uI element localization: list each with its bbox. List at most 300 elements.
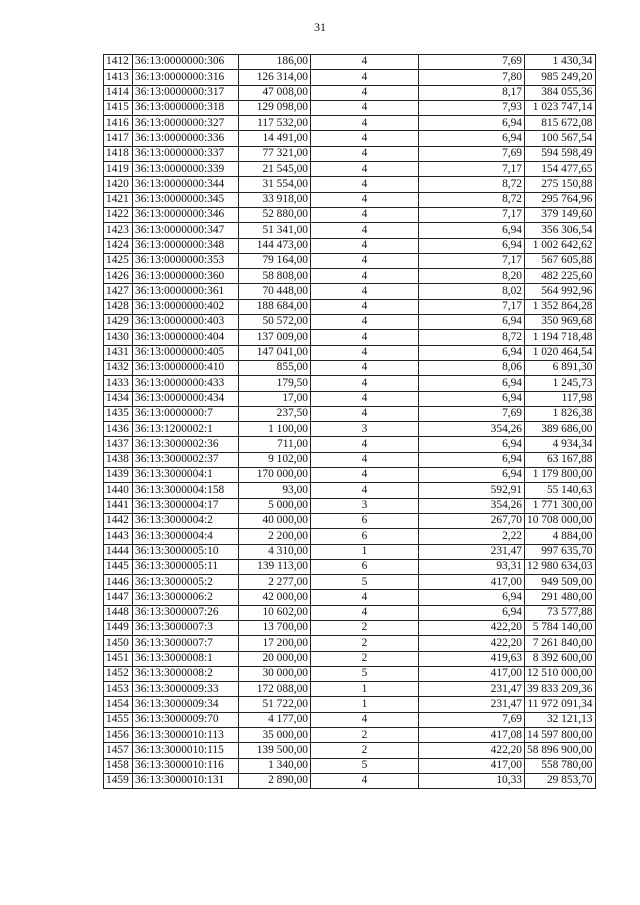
table-row	[104, 223, 596, 238]
area-value: 1 100,00	[239, 422, 311, 437]
row-number: 1442	[104, 513, 133, 528]
row-number: 1444	[104, 544, 133, 559]
category-code: 4	[311, 192, 419, 207]
row-number: 1445	[104, 559, 133, 574]
cadastral-number: 36:13:3000009:33	[133, 682, 239, 697]
area-value: 33 918,00	[239, 192, 311, 207]
cadastral-value: 949 509,00	[525, 575, 596, 590]
area-value: 711,00	[239, 437, 311, 452]
area-value: 117 532,00	[239, 116, 311, 131]
row-number: 1443	[104, 529, 133, 544]
row-number: 1426	[104, 269, 133, 284]
category-code: 4	[311, 116, 419, 131]
table-row	[104, 758, 596, 773]
area-value: 137 009,00	[239, 330, 311, 345]
table-row	[104, 192, 596, 207]
cadastral-value: 389 686,00	[525, 422, 596, 437]
category-code: 4	[311, 360, 419, 375]
rate-value: 231,47	[419, 697, 525, 712]
cadastral-value: 117,98	[525, 391, 596, 406]
category-code: 4	[311, 131, 419, 146]
cadastral-number: 36:13:0000000:361	[133, 284, 239, 299]
cadastral-number: 36:13:0000000:318	[133, 100, 239, 115]
area-value: 35 000,00	[239, 728, 311, 743]
row-number: 1436	[104, 422, 133, 437]
cadastral-number: 36:13:0000000:317	[133, 85, 239, 100]
category-code: 4	[311, 238, 419, 253]
area-value: 188 684,00	[239, 299, 311, 314]
cadastral-value: 815 672,08	[525, 116, 596, 131]
cadastral-value: 39 833 209,36	[525, 682, 596, 697]
area-value: 4 310,00	[239, 544, 311, 559]
row-number: 1420	[104, 177, 133, 192]
row-number: 1447	[104, 590, 133, 605]
row-number: 1421	[104, 192, 133, 207]
category-code: 4	[311, 299, 419, 314]
category-code: 4	[311, 55, 419, 70]
table-row	[104, 55, 596, 70]
rate-value: 6,94	[419, 437, 525, 452]
category-code: 2	[311, 728, 419, 743]
area-value: 42 000,00	[239, 590, 311, 605]
category-code: 6	[311, 559, 419, 574]
cadastral-number: 36:13:3000004:158	[133, 483, 239, 498]
page-number: 31	[314, 20, 326, 34]
row-number: 1438	[104, 452, 133, 467]
cadastral-number: 36:13:3000004:1	[133, 468, 239, 483]
row-number: 1446	[104, 575, 133, 590]
table-row	[104, 697, 596, 712]
cadastral-number: 36:13:0000000:404	[133, 330, 239, 345]
cadastral-value: 5 784 140,00	[525, 620, 596, 635]
table-row	[104, 575, 596, 590]
row-number: 1459	[104, 773, 133, 788]
table-row	[104, 712, 596, 727]
table-row	[104, 85, 596, 100]
rate-value: 6,94	[419, 345, 525, 360]
rate-value: 7,69	[419, 55, 525, 70]
rate-value: 8,06	[419, 360, 525, 375]
table-row	[104, 743, 596, 758]
category-code: 6	[311, 513, 419, 528]
area-value: 2 200,00	[239, 529, 311, 544]
rate-value: 8,17	[419, 85, 525, 100]
cadastral-number: 36:13:3000004:4	[133, 529, 239, 544]
rate-value: 417,00	[419, 666, 525, 681]
rate-value: 592,91	[419, 483, 525, 498]
rate-value: 7,69	[419, 712, 525, 727]
area-value: 70 448,00	[239, 284, 311, 299]
table-row	[104, 177, 596, 192]
row-number: 1424	[104, 238, 133, 253]
cadastral-number: 36:13:0000000:433	[133, 376, 239, 391]
category-code: 6	[311, 529, 419, 544]
cadastral-value: 1 023 747,14	[525, 100, 596, 115]
row-number: 1450	[104, 636, 133, 651]
rate-value: 93,31	[419, 559, 525, 574]
category-code: 4	[311, 223, 419, 238]
cadastral-value: 12 980 634,03	[525, 559, 596, 574]
area-value: 144 473,00	[239, 238, 311, 253]
table-row	[104, 100, 596, 115]
area-value: 17 200,00	[239, 636, 311, 651]
area-value: 172 088,00	[239, 682, 311, 697]
cadastral-number: 36:13:3000002:37	[133, 452, 239, 467]
cadastral-value: 985 249,20	[525, 70, 596, 85]
cadastral-value: 14 597 800,00	[525, 728, 596, 743]
category-code: 4	[311, 70, 419, 85]
category-code: 4	[311, 284, 419, 299]
cadastral-number: 36:13:3000009:70	[133, 712, 239, 727]
cadastral-value: 58 896 900,00	[525, 743, 596, 758]
category-code: 4	[311, 376, 419, 391]
category-code: 5	[311, 666, 419, 681]
category-code: 4	[311, 85, 419, 100]
cadastral-value: 1 020 464,54	[525, 345, 596, 360]
rate-value: 231,47	[419, 544, 525, 559]
table-row	[104, 620, 596, 635]
category-code: 4	[311, 605, 419, 620]
area-value: 5 000,00	[239, 498, 311, 513]
row-number: 1432	[104, 360, 133, 375]
rate-value: 8,72	[419, 192, 525, 207]
table-row	[104, 728, 596, 743]
table-row	[104, 391, 596, 406]
rate-value: 7,17	[419, 253, 525, 268]
table-row	[104, 498, 596, 513]
rate-value: 6,94	[419, 452, 525, 467]
area-value: 139 113,00	[239, 559, 311, 574]
table-row	[104, 131, 596, 146]
table-row	[104, 238, 596, 253]
category-code: 4	[311, 315, 419, 330]
row-number: 1457	[104, 743, 133, 758]
cadastral-value: 7 261 840,00	[525, 636, 596, 651]
rate-value: 422,20	[419, 636, 525, 651]
cadastral-number: 36:13:0000000:346	[133, 207, 239, 222]
area-value: 13 700,00	[239, 620, 311, 635]
table-row	[104, 146, 596, 161]
row-number: 1452	[104, 666, 133, 681]
row-number: 1429	[104, 315, 133, 330]
rate-value: 6,94	[419, 590, 525, 605]
category-code: 4	[311, 146, 419, 161]
area-value: 79 164,00	[239, 253, 311, 268]
row-number: 1441	[104, 498, 133, 513]
cadastral-number: 36:13:3000010:116	[133, 758, 239, 773]
row-number: 1422	[104, 207, 133, 222]
category-code: 4	[311, 207, 419, 222]
cadastral-number: 36:13:3000010:115	[133, 743, 239, 758]
area-value: 170 000,00	[239, 468, 311, 483]
cadastral-value: 1 771 300,00	[525, 498, 596, 513]
cadastral-number: 36:13:0000000:403	[133, 315, 239, 330]
table-row	[104, 70, 596, 85]
area-value: 52 880,00	[239, 207, 311, 222]
rate-value: 7,80	[419, 70, 525, 85]
cadastral-value: 350 969,68	[525, 315, 596, 330]
rate-value: 6,94	[419, 315, 525, 330]
cadastral-number: 36:13:3000007:26	[133, 605, 239, 620]
cadastral-value: 1 245,73	[525, 376, 596, 391]
cadastral-value: 295 764,96	[525, 192, 596, 207]
cadastral-number: 36:13:3000002:36	[133, 437, 239, 452]
cadastral-number: 36:13:3000009:34	[133, 697, 239, 712]
row-number: 1425	[104, 253, 133, 268]
cadastral-number: 36:13:0000000:327	[133, 116, 239, 131]
cadastral-number: 36:13:3000005:11	[133, 559, 239, 574]
row-number: 1427	[104, 284, 133, 299]
cadastral-value: 100 567,54	[525, 131, 596, 146]
rate-value: 417,00	[419, 758, 525, 773]
row-number: 1435	[104, 406, 133, 421]
row-number: 1415	[104, 100, 133, 115]
row-number: 1440	[104, 483, 133, 498]
table-row	[104, 406, 596, 421]
area-value: 126 314,00	[239, 70, 311, 85]
rate-value: 6,94	[419, 116, 525, 131]
category-code: 1	[311, 697, 419, 712]
cadastral-number: 36:13:0000000:339	[133, 162, 239, 177]
table-row	[104, 253, 596, 268]
area-value: 10 602,00	[239, 605, 311, 620]
cadastral-value: 11 972 091,34	[525, 697, 596, 712]
cadastral-number: 36:13:3000008:1	[133, 651, 239, 666]
table-row	[104, 207, 596, 222]
table-row	[104, 284, 596, 299]
cadastral-number: 36:13:1200002:1	[133, 422, 239, 437]
cadastral-value: 1 352 864,28	[525, 299, 596, 314]
rate-value: 6,94	[419, 468, 525, 483]
table-row	[104, 651, 596, 666]
cadastral-value: 379 149,60	[525, 207, 596, 222]
row-number: 1434	[104, 391, 133, 406]
table-row	[104, 376, 596, 391]
category-code: 4	[311, 177, 419, 192]
cadastral-value: 154 477,65	[525, 162, 596, 177]
area-value: 186,00	[239, 55, 311, 70]
category-code: 3	[311, 422, 419, 437]
table-row	[104, 345, 596, 360]
cadastral-number: 36:13:0000000:336	[133, 131, 239, 146]
row-number: 1433	[104, 376, 133, 391]
cadastral-value: 997 635,70	[525, 544, 596, 559]
table-row	[104, 590, 596, 605]
cadastral-value: 564 992,96	[525, 284, 596, 299]
cadastral-value: 55 140,63	[525, 483, 596, 498]
row-number: 1428	[104, 299, 133, 314]
row-number: 1454	[104, 697, 133, 712]
table-row	[104, 544, 596, 559]
cadastral-value: 12 510 000,00	[525, 666, 596, 681]
table-row	[104, 773, 596, 788]
table-row	[104, 315, 596, 330]
cadastral-value: 594 598,49	[525, 146, 596, 161]
category-code: 4	[311, 391, 419, 406]
rate-value: 422,20	[419, 620, 525, 635]
cadastral-value: 4 884,00	[525, 529, 596, 544]
cadastral-number: 36:13:0000000:348	[133, 238, 239, 253]
cadastral-value: 63 167,88	[525, 452, 596, 467]
row-number: 1439	[104, 468, 133, 483]
cadastral-value: 275 150,88	[525, 177, 596, 192]
row-number: 1430	[104, 330, 133, 345]
category-code: 4	[311, 253, 419, 268]
table-row	[104, 422, 596, 437]
cadastral-number: 36:13:0000000:402	[133, 299, 239, 314]
row-number: 1448	[104, 605, 133, 620]
category-code: 4	[311, 712, 419, 727]
row-number: 1417	[104, 131, 133, 146]
table-row	[104, 468, 596, 483]
category-code: 2	[311, 636, 419, 651]
category-code: 4	[311, 162, 419, 177]
rate-value: 7,17	[419, 299, 525, 314]
cadastral-value: 4 934,34	[525, 437, 596, 452]
rate-value: 8,72	[419, 177, 525, 192]
table-row	[104, 116, 596, 131]
category-code: 2	[311, 651, 419, 666]
area-value: 77 321,00	[239, 146, 311, 161]
rate-value: 354,26	[419, 422, 525, 437]
category-code: 4	[311, 773, 419, 788]
rate-value: 6,94	[419, 376, 525, 391]
cadastral-number: 36:13:3000007:7	[133, 636, 239, 651]
area-value: 17,00	[239, 391, 311, 406]
area-value: 139 500,00	[239, 743, 311, 758]
cadastral-number: 36:13:3000006:2	[133, 590, 239, 605]
row-number: 1418	[104, 146, 133, 161]
row-number: 1453	[104, 682, 133, 697]
area-value: 20 000,00	[239, 651, 311, 666]
cadastral-number: 36:13:3000010:131	[133, 773, 239, 788]
rate-value: 8,02	[419, 284, 525, 299]
table-row	[104, 299, 596, 314]
cadastral-value: 356 306,54	[525, 223, 596, 238]
rate-value: 10,33	[419, 773, 525, 788]
rate-value: 8,20	[419, 269, 525, 284]
cadastral-number: 36:13:0000000:405	[133, 345, 239, 360]
rate-value: 7,69	[419, 406, 525, 421]
table-row	[104, 636, 596, 651]
category-code: 4	[311, 452, 419, 467]
category-code: 5	[311, 758, 419, 773]
rate-value: 6,94	[419, 391, 525, 406]
category-code: 2	[311, 743, 419, 758]
category-code: 1	[311, 682, 419, 697]
cadastral-number: 36:13:3000005:2	[133, 575, 239, 590]
cadastral-number: 36:13:3000007:3	[133, 620, 239, 635]
row-number: 1451	[104, 651, 133, 666]
area-value: 14 491,00	[239, 131, 311, 146]
table-row	[104, 437, 596, 452]
table-row	[104, 605, 596, 620]
cadastral-number: 36:13:0000000:344	[133, 177, 239, 192]
rate-value: 2,22	[419, 529, 525, 544]
cadastral-value: 8 392 600,00	[525, 651, 596, 666]
category-code: 2	[311, 620, 419, 635]
area-value: 855,00	[239, 360, 311, 375]
area-value: 21 545,00	[239, 162, 311, 177]
row-number: 1412	[104, 55, 133, 70]
cadastral-number: 36:13:3000010:113	[133, 728, 239, 743]
area-value: 2 277,00	[239, 575, 311, 590]
cadastral-value: 32 121,13	[525, 712, 596, 727]
row-number: 1437	[104, 437, 133, 452]
category-code: 4	[311, 483, 419, 498]
cadastral-number: 36:13:0000000:345	[133, 192, 239, 207]
cadastral-value-table	[103, 54, 596, 789]
rate-value: 267,70	[419, 513, 525, 528]
table-row	[104, 162, 596, 177]
area-value: 51 722,00	[239, 697, 311, 712]
cadastral-number: 36:13:0000000:410	[133, 360, 239, 375]
rate-value: 7,17	[419, 207, 525, 222]
table-row	[104, 452, 596, 467]
cadastral-value: 482 225,60	[525, 269, 596, 284]
table-row	[104, 666, 596, 681]
row-number: 1419	[104, 162, 133, 177]
area-value: 4 177,00	[239, 712, 311, 727]
area-value: 30 000,00	[239, 666, 311, 681]
area-value: 93,00	[239, 483, 311, 498]
row-number: 1449	[104, 620, 133, 635]
area-value: 58 808,00	[239, 269, 311, 284]
cadastral-number: 36:13:3000008:2	[133, 666, 239, 681]
cadastral-number: 36:13:0000000:347	[133, 223, 239, 238]
cadastral-value: 10 708 000,00	[525, 513, 596, 528]
table-row	[104, 559, 596, 574]
cadastral-value: 1 002 642,62	[525, 238, 596, 253]
cadastral-value: 73 577,88	[525, 605, 596, 620]
row-number: 1455	[104, 712, 133, 727]
table-row	[104, 269, 596, 284]
cadastral-value: 384 055,36	[525, 85, 596, 100]
row-number: 1456	[104, 728, 133, 743]
category-code: 4	[311, 269, 419, 284]
category-code: 4	[311, 406, 419, 421]
cadastral-number: 36:13:0000000:316	[133, 70, 239, 85]
area-value: 2 890,00	[239, 773, 311, 788]
cadastral-number: 36:13:0000000:337	[133, 146, 239, 161]
row-number: 1431	[104, 345, 133, 360]
area-value: 40 000,00	[239, 513, 311, 528]
cadastral-value: 29 853,70	[525, 773, 596, 788]
rate-value: 7,69	[419, 146, 525, 161]
rate-value: 6,94	[419, 223, 525, 238]
area-value: 31 554,00	[239, 177, 311, 192]
category-code: 4	[311, 330, 419, 345]
table-row	[104, 483, 596, 498]
area-value: 1 340,00	[239, 758, 311, 773]
rate-value: 417,08	[419, 728, 525, 743]
table-row	[104, 682, 596, 697]
rate-value: 231,47	[419, 682, 525, 697]
cadastral-value: 291 480,00	[525, 590, 596, 605]
row-number: 1458	[104, 758, 133, 773]
rate-value: 6,94	[419, 605, 525, 620]
rate-value: 419,63	[419, 651, 525, 666]
cadastral-value: 558 780,00	[525, 758, 596, 773]
area-value: 147 041,00	[239, 345, 311, 360]
area-value: 50 572,00	[239, 315, 311, 330]
cadastral-number: 36:13:0000000:360	[133, 269, 239, 284]
cadastral-number: 36:13:0000000:306	[133, 55, 239, 70]
cadastral-value: 1 179 800,00	[525, 468, 596, 483]
cadastral-number: 36:13:3000004:2	[133, 513, 239, 528]
cadastral-number: 36:13:0000000:434	[133, 391, 239, 406]
rate-value: 7,17	[419, 162, 525, 177]
